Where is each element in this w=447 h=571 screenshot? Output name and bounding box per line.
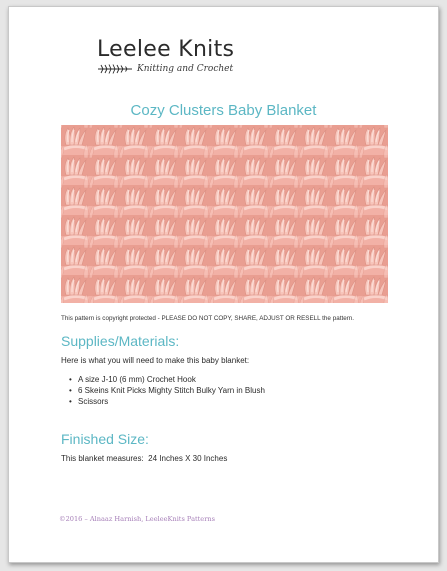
brand-name: Leelee Knits — [97, 37, 235, 62]
bullet-icon: • — [69, 397, 72, 406]
brand-logo — [97, 37, 234, 75]
supplies-heading: Supplies/Materials: — [61, 333, 180, 349]
pattern-title: Cozy Clusters Baby Blanket — [130, 102, 317, 119]
document-page — [8, 6, 439, 563]
supplies-list — [61, 374, 265, 407]
brand-tagline-row — [97, 63, 234, 75]
finished-size-text: This blanket measures: 24 Inches X 30 Inches — [61, 454, 228, 463]
bullet-icon: • — [69, 386, 72, 395]
crochet-stitch-photo — [61, 125, 388, 303]
supply-item: • A size J-10 (6 mm) Crochet Hook — [69, 375, 196, 384]
supply-item: • 6 Skeins Knit Picks Mighty Stitch Bulky Yarn in Blush — [69, 386, 265, 395]
supplies-intro: Here is what you will need to make this baby blanket: — [61, 356, 250, 365]
finished-size-heading: Finished Size: — [61, 431, 149, 447]
copyright-notice: This pattern is copyright protected - PLEASE DO NOT COPY, SHARE, ADJUST OR RESELL the pattern. — [61, 315, 355, 322]
footer-copyright: ©2016 – Alnaaz Harnish, LeeleeKnits Patterns — [59, 515, 215, 523]
fern-icon — [97, 63, 133, 75]
brand-tagline: Knitting and Crochet — [137, 64, 234, 74]
supply-item: • Scissors — [69, 397, 109, 406]
bullet-icon: • — [69, 375, 72, 384]
